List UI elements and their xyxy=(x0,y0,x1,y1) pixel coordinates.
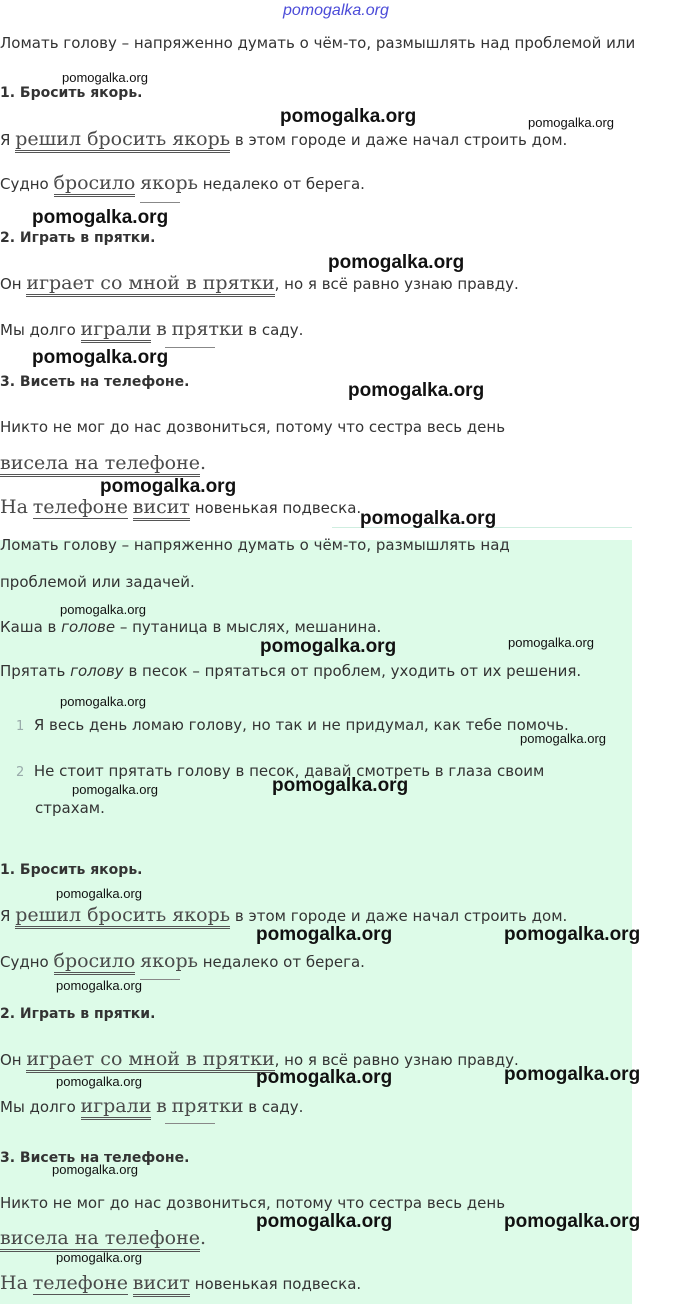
heading-anchor-2: 1. Бросить якорь. xyxy=(0,862,143,878)
heading-anchor: 1. Бросить якорь. xyxy=(0,85,143,101)
watermark: pomogalka.org xyxy=(56,886,142,901)
watermark: pomogalka.org xyxy=(256,1067,393,1088)
watermark: pomogalka.org xyxy=(32,347,169,368)
heading-hide-seek: 2. Играть в прятки. xyxy=(0,230,156,246)
watermark: pomogalka.org xyxy=(528,115,614,130)
list-item-cont: страхам. xyxy=(35,799,105,817)
list-item: 1 Я весь день ломаю голову, но так и не придумал, как тебе помочь. xyxy=(16,716,569,734)
watermark: pomogalka.org xyxy=(272,775,409,796)
watermark: pomogalka.org xyxy=(52,1162,138,1177)
watermark: pomogalka.org xyxy=(60,694,146,709)
sentence-phone-2-1: Никто не мог до нас дозвониться, потому что сестра весь день xyxy=(0,1194,506,1212)
watermark: pomogalka.org xyxy=(60,602,146,617)
watermark: pomogalka.org xyxy=(508,635,594,650)
watermark: pomogalka.org xyxy=(348,380,485,401)
list-item: 2 Не стоит прятать голову в песок, давай смотреть в глаза своим xyxy=(16,762,545,780)
idiom-kasha: Каша в голове – путаница в мыслях, мешанина. xyxy=(0,618,382,636)
sentence-phone-2-1-cont: висела на телефоне. xyxy=(0,1227,206,1249)
watermark: pomogalka.org xyxy=(260,636,397,657)
underline-mark xyxy=(140,202,180,203)
top-watermark: pomogalka.org xyxy=(283,2,389,19)
intro-text-2: Ломать голову – напряженно думать о чём-то, размышлять над xyxy=(0,536,510,554)
sentence-hide-seek-1: Он играет со мной в прятки, но я всё равно узнаю правду. xyxy=(0,272,519,294)
underline-mark xyxy=(165,347,215,348)
sentence-anchor-2: Судно бросило якорь недалеко от берега. xyxy=(0,172,365,194)
watermark: pomogalka.org xyxy=(62,70,148,85)
sentence-phone-2: На телефоне висит новенькая подвеска. xyxy=(0,496,361,518)
idiom-pesok: Прятать голову в песок – прятаться от проблем, уходить от их решения. xyxy=(0,662,582,680)
watermark: pomogalka.org xyxy=(56,978,142,993)
sentence-hide-seek-2-2: Мы долго играли в прятки в саду. xyxy=(0,1095,303,1117)
watermark: pomogalka.org xyxy=(504,1064,641,1085)
heading-phone-2: 3. Висеть на телефоне. xyxy=(0,1150,190,1166)
watermark: pomogalka.org xyxy=(360,508,497,529)
watermark: pomogalka.org xyxy=(328,252,465,273)
sentence-anchor-1: Я решил бросить якорь в этом городе и даже начал строить дом. xyxy=(0,128,567,150)
intro-text: Ломать голову – напряженно думать о чём-то, размышлять над проблемой или xyxy=(0,34,636,52)
watermark: pomogalka.org xyxy=(256,924,393,945)
heading-hide-seek-2: 2. Играть в прятки. xyxy=(0,1006,156,1022)
heading-phone: 3. Висеть на телефоне. xyxy=(0,374,190,390)
watermark: pomogalka.org xyxy=(280,106,417,127)
sentence-phone-1-cont: висела на телефоне. xyxy=(0,452,206,474)
watermark: pomogalka.org xyxy=(56,1250,142,1265)
watermark: pomogalka.org xyxy=(32,207,169,228)
sentence-phone-1: Никто не мог до нас дозвониться, потому что сестра весь день xyxy=(0,418,506,436)
watermark: pomogalka.org xyxy=(504,1211,641,1232)
underline-mark xyxy=(165,1123,215,1124)
watermark: pomogalka.org xyxy=(504,924,641,945)
watermark: pomogalka.org xyxy=(56,1074,142,1089)
sentence-hide-seek-2-1: Он играет со мной в прятки, но я всё равно узнаю правду. xyxy=(0,1048,519,1070)
sentence-hide-seek-2: Мы долго играли в прятки в саду. xyxy=(0,318,303,340)
sentence-anchor-2-1: Я решил бросить якорь в этом городе и даже начал строить дом. xyxy=(0,904,567,926)
watermark: pomogalka.org xyxy=(520,731,606,746)
watermark: pomogalka.org xyxy=(100,476,237,497)
underline-mark xyxy=(140,979,180,980)
watermark: pomogalka.org xyxy=(256,1211,393,1232)
intro-text-2-cont: проблемой или задачей. xyxy=(0,573,195,591)
sentence-anchor-2-2: Судно бросило якорь недалеко от берега. xyxy=(0,950,365,972)
watermark: pomogalka.org xyxy=(72,782,158,797)
sentence-phone-2-2: На телефоне висит новенькая подвеска. xyxy=(0,1272,361,1294)
